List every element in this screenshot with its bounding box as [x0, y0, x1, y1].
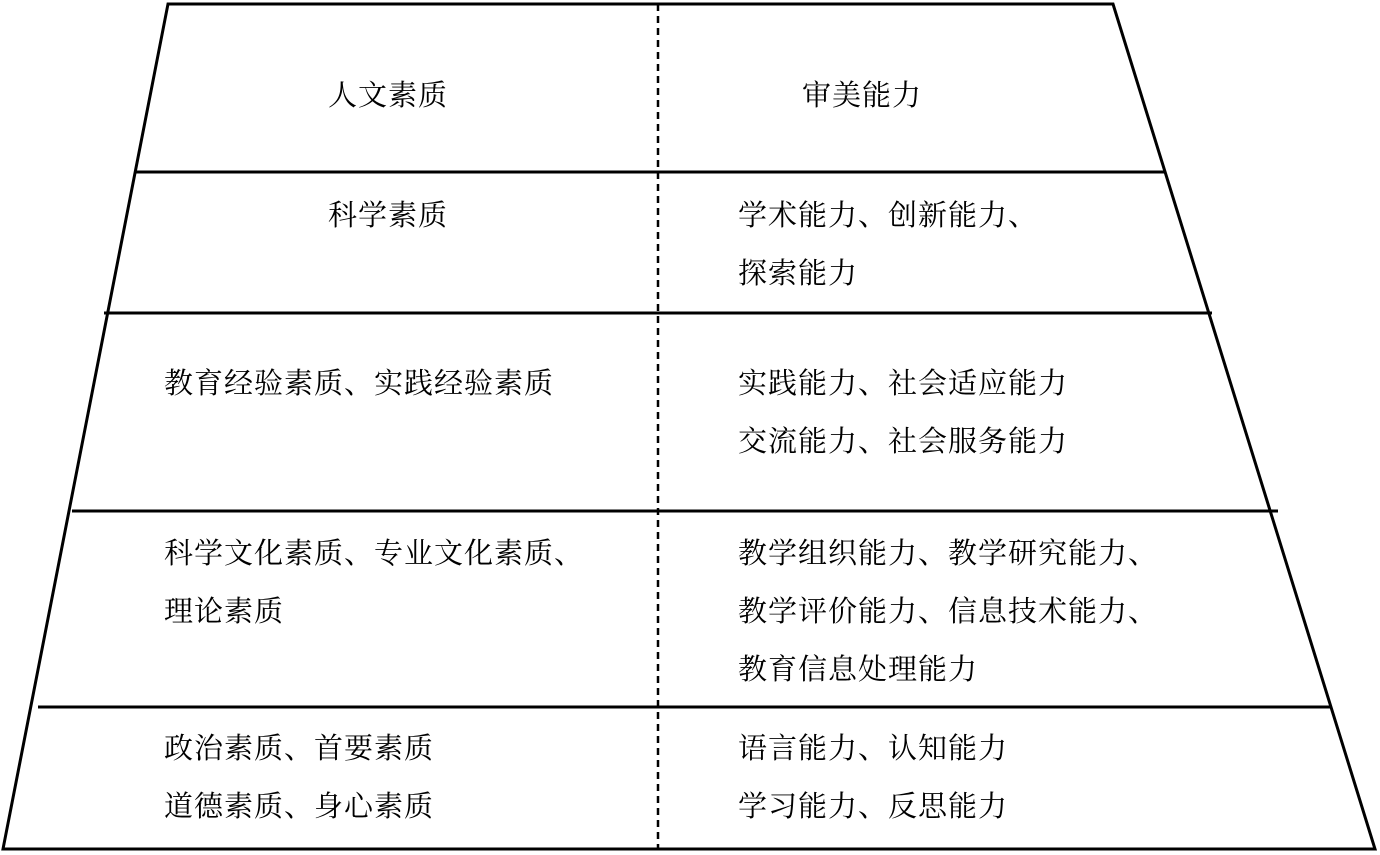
- tier-5-right-line-1: 语言能力、认知能力: [738, 731, 1009, 765]
- tier-3-left-text: [164, 354, 554, 412]
- tier-4-right-line-3: 教育信息处理能力: [738, 652, 979, 686]
- tier-5-left-line-1: 政治素质、首要素质: [164, 731, 435, 765]
- tier-3-left-line-1: 教育经验素质、实践经验素质: [164, 366, 555, 400]
- tier-5-left-text: [164, 719, 434, 835]
- tier-3-right-text: [738, 354, 1068, 470]
- tier-4-left-text: [164, 524, 584, 640]
- tier-2-right-line-1: 学术能力、创新能力、: [738, 198, 1039, 232]
- tier-4-right-line-2: 教学评价能力、信息技术能力、: [738, 594, 1159, 628]
- tier-3-right-line-2: 交流能力、社会服务能力: [738, 424, 1069, 458]
- tier-2-left-line-1: 科学素质: [328, 198, 449, 232]
- tier-4-left-line-2: 理论素质: [164, 594, 285, 628]
- tier-1-right-line-1: 审美能力: [802, 78, 923, 112]
- tier-4-right-text: [738, 524, 1158, 698]
- tier-3-right-line-1: 实践能力、社会适应能力: [738, 366, 1069, 400]
- tier-4-right-line-1: 教学组织能力、教学研究能力、: [738, 536, 1159, 570]
- tier-2-right-line-2: 探索能力: [738, 256, 859, 290]
- tier-2-left-text: [328, 186, 448, 244]
- tier-5-left-line-2: 道德素质、身心素质: [164, 789, 435, 823]
- tier-5-right-line-2: 学习能力、反思能力: [738, 789, 1009, 823]
- tier-5-right-text: [738, 719, 1008, 835]
- tier-1-left-text: [328, 66, 448, 124]
- tier-4-left-line-1: 科学文化素质、专业文化素质、: [164, 536, 585, 570]
- tier-1-left-line-1: 人文素质: [328, 78, 449, 112]
- tier-1-right-text: [802, 66, 922, 124]
- tier-2-right-text: [738, 186, 1038, 302]
